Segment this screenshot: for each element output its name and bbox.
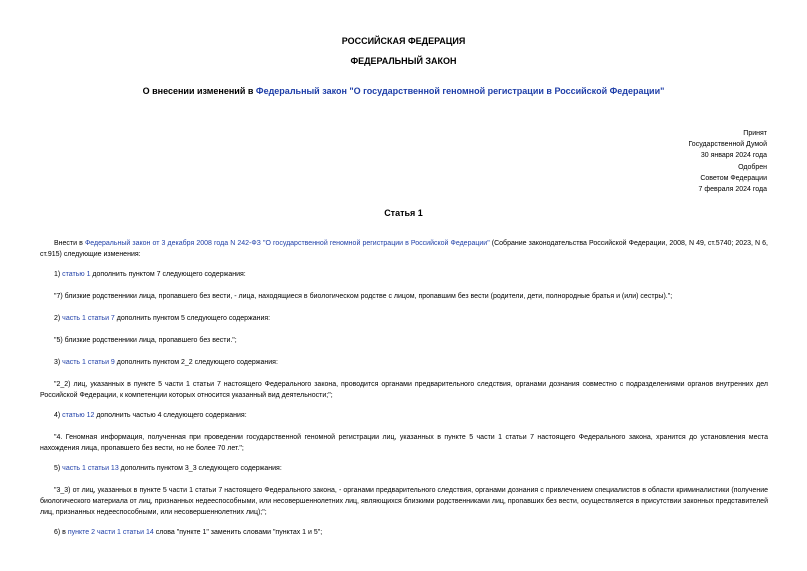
article-paragraph (40, 485, 768, 518)
paragraph-text: дополнить пунктом 3_3 следующего содержания: (118, 465, 282, 472)
paragraph-text: 2) (54, 315, 63, 322)
law-title-prefix: О внесении изменений в (142, 86, 256, 96)
adoption-line: 7 февраля 2024 года (698, 186, 767, 194)
paragraph-text: слова "пункте 1" заменить словами "пунктах 1 и 5"; (153, 529, 323, 536)
paragraph-text: 6) в (54, 529, 68, 536)
law-reference-link[interactable]: статью 12 (62, 412, 95, 419)
article-paragraph (40, 335, 768, 346)
paragraph-text: 4) (54, 412, 63, 419)
paragraph-text: "4. Геномная информация, полученная при проведении государственной геномной регистрации лиц, указанных в пункте 5 части 1 статьи 7 настоящего Федерального закона, хранится до установления места нахождения лица, пропавшего без вести, но не более 70 лет."; (40, 434, 768, 452)
article-paragraph (40, 379, 768, 401)
adoption-line: Государственной Думой (688, 141, 767, 149)
adoption-line: 30 января 2024 года (700, 152, 767, 160)
paragraph-text: дополнить пунктом 5 следующего содержания: (114, 315, 271, 322)
paragraph-text: "5) близкие родственники лица, пропавшего без вести."; (54, 337, 237, 344)
law-reference-link[interactable]: часть 1 статьи 9 (62, 359, 115, 366)
article-title: Статья 1 (384, 208, 423, 218)
adoption-line: Советом Федерации (700, 174, 767, 182)
article-paragraph (40, 527, 768, 538)
article-paragraph (40, 269, 768, 280)
law-type-heading: ФЕДЕРАЛЬНЫЙ ЗАКОН (350, 56, 457, 66)
law-title (0, 86, 807, 96)
article-paragraph (40, 463, 768, 474)
article-paragraph (40, 313, 768, 324)
law-reference-link[interactable]: статью 1 (62, 271, 91, 278)
law-reference-link[interactable]: Федеральный закон от 3 декабря 2008 года N 242-ФЗ "О государственной геномной регистрации в Российской Федерации" (84, 240, 490, 247)
law-reference-link[interactable]: часть 1 статьи 7 (62, 315, 115, 322)
law-title-link[interactable]: Федеральный закон "О государственной геномной регистрации в Российской Федерации" (255, 86, 665, 96)
paragraph-text: 5) (54, 465, 63, 472)
adoption-info (688, 128, 767, 195)
paragraph-text: Внести в (54, 240, 85, 247)
paragraph-text: дополнить пунктом 2_2 следующего содержания: (114, 359, 278, 366)
article-paragraph (40, 238, 768, 260)
paragraph-text: "3_3) от лиц, указанных в пункте 5 части 1 статьи 7 настоящего Федерального закона, - органами предварительного следствия, органами дознания с привлечением специалистов в области криминалистики (получение биологического материала от лиц, признанных недееспособными, или несовершеннолетних лиц, являющихся близкими родственниками лиц, пропавших без вести, осуществляется в присутствии законных представителей лиц, признанных недееспособными, или несовершеннолетних лиц);"; (40, 487, 768, 516)
article-paragraph (40, 357, 768, 368)
article-paragraph (40, 432, 768, 454)
article-body (40, 238, 768, 538)
law-reference-link[interactable]: пункте 2 части 1 статьи 14 (67, 529, 154, 536)
article-paragraph (40, 291, 768, 302)
paragraph-text: (Собрание законодательства Российской Федерации, 2008, N 49, ст.5740; 2023, N 6, ст.915) следующие изменения: (40, 240, 769, 258)
paragraph-text: 3) (54, 359, 63, 366)
paragraph-text: дополнить пунктом 7 следующего содержания: (90, 271, 246, 278)
paragraph-text: "2_2) лиц, указанных в пункте 5 части 1 статьи 7 настоящего Федерального закона, проводится органами предварительного следствия, органами дознания совместно с подразделениями органов внутренних дел Российской Федерации, к компетенции которых относится указанный вид деятельности;"; (40, 381, 768, 399)
paragraph-text: 1) (54, 271, 63, 278)
law-reference-link[interactable]: часть 1 статьи 13 (62, 465, 119, 472)
country-heading: РОССИЙСКАЯ ФЕДЕРАЦИЯ (341, 36, 466, 46)
adoption-line: Одобрен (738, 163, 767, 171)
paragraph-text: дополнить частью 4 следующего содержания: (94, 412, 247, 419)
paragraph-text: "7) близкие родственники лица, пропавшего без вести, - лица, находящиеся в биологическом родстве с лицом, пропавшим без вести (родители, дети, полнородные братья и (или) сестры)."; (54, 293, 673, 300)
article-paragraph (40, 410, 768, 421)
adoption-line: Принят (743, 130, 767, 137)
